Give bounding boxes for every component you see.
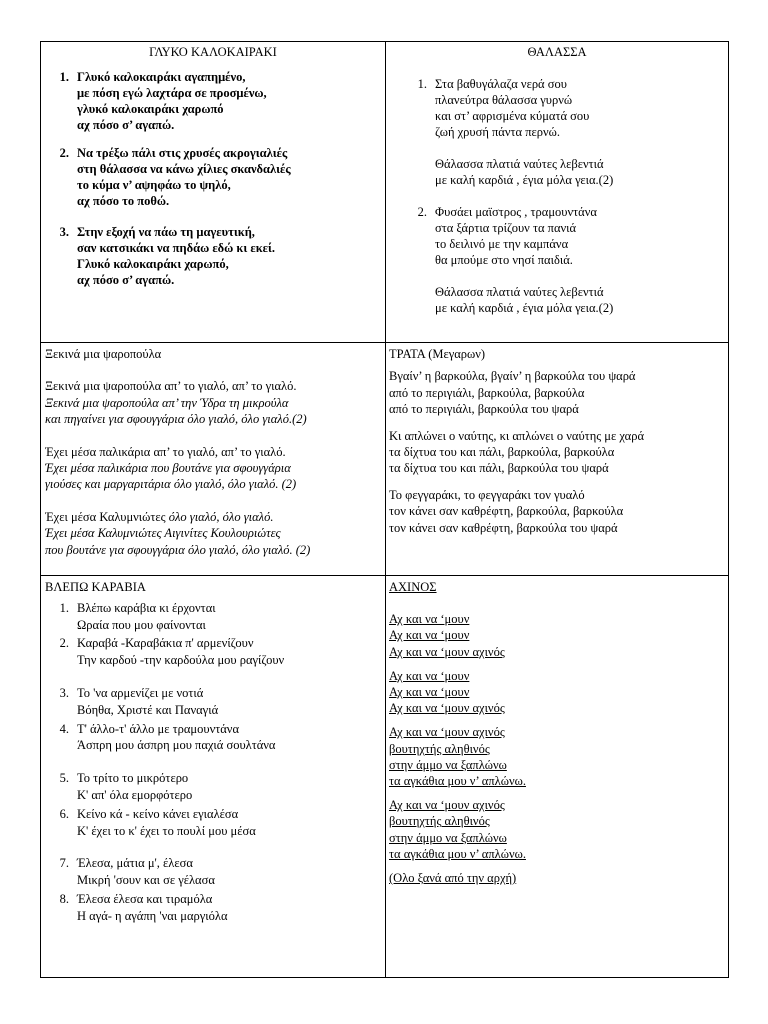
- lyrics-glyko: [45, 69, 381, 288]
- stanza-1: Αχ και να ‘μουν Αχ και να ‘μουν Αχ και να ‘μουν αχινός: [389, 612, 505, 659]
- stanza-4: Αχ και να ‘μουν αχινός βουτηχτής αληθινός στην άμμο να ξαπλώνω τα αγκάθια μου ν’ απλώνω.: [389, 798, 526, 861]
- stanza-2: Αχ και να ‘μουν Αχ και να ‘μουν Αχ και να ‘μουν αχινός: [389, 668, 505, 716]
- stanza-2: Κι απλώνει ο ναύτης, κι απλώνει ο ναύτης με χαρά τα δίχτυα του και πάλι, βαρκούλα, βαρκούλα τα δίχτυα του και πάλι, βαρκούλα του ψαρά: [389, 428, 644, 476]
- cell-xekina-psaropoula: [45, 346, 381, 572]
- column-divider: [385, 42, 386, 977]
- stanza-1: Ξεκινά μια ψαροπούλα απ’ το γιαλό, απ’ το γιαλό. Ξεκινά μια ψαροπούλα απ’ την Ύδρα τη μικρούλα και πηγαίνει για σφουγγάρια όλο γιαλό, όλο γιαλό.(2): [45, 379, 307, 427]
- cell-thalassa: [389, 44, 725, 340]
- verse-3: 3. Το 'να αρμενίζει με νοτιά Βόηθα, Χριστέ και Παναγιά: [59, 685, 219, 717]
- lyrics-karavia: [45, 600, 381, 925]
- stanza-3: Έχει μέσα Καλυμνιώτες όλο γιαλό, όλο γιαλό. Έχει μέσα Καλυμνιώτες Αιγινίτες Κουλουριώτες που βουτάνε για σφουγγάρια όλο γιαλό, όλο γιαλό. (2): [45, 509, 311, 557]
- cell-trata: [389, 346, 725, 572]
- verse-1: 1. Βλέπω καράβια κι έρχονται Ωραία που μου φαίνονται: [59, 600, 216, 632]
- song-title-trata: ΤΡΑΤΑ (Μεγαρων): [389, 347, 486, 361]
- row-divider-1: [41, 342, 728, 343]
- song-title-thalassa: ΘΑΛΑΣΣΑ: [527, 45, 587, 59]
- verse-7: 7. Έλεσα, μάτια μ', έλεσα Μικρή 'σουν και σε γέλασα: [59, 856, 215, 888]
- verse-5: 5. Το τρίτο το μικρότερο Κ' απ' όλα εμορφότερο: [59, 771, 193, 802]
- row-divider-2: [41, 575, 728, 576]
- stanza-2: Έχει μέσα παλικάρια απ’ το γιαλό, απ’ το γιαλό. Έχει μέσα παλικάρια που βουτάνε για σφουγγάρια γιούσες και μαργαριτάρια όλο γιαλό, όλο γιαλό. (2): [45, 444, 297, 492]
- verse-2: 2. Καραβά -Καραβάκια π' αρμενίζουν Την καρδού -την καρδούλα μου ραγίζουν: [59, 636, 285, 668]
- verse-2: 2. Να τρέξω πάλι στις χρυσές ακρογιαλιές στη θάλασσα να κάνω χίλιες σκανδαλιές το κύμα ν’ αψηφάω το ψηλό, αχ πόσο το ποθώ.: [59, 146, 291, 208]
- stanza-3: Αχ και να ‘μουν αχινός βουτηχτής αληθινός στην άμμο να ξαπλώνω τα αγκάθια μου ν’ απλώνω.: [389, 725, 526, 789]
- verse-3: 3. Στην εξοχή να πάω τη μαγευτική, σαν κατσικάκι να πηδάω εδώ κι εκεί. Γλυκό καλοκαιράκι χαρωπό, αχ πόσο σ’ αγαπώ.: [59, 225, 275, 287]
- song-title-glyko: ΓΛΥΚΟ ΚΑΛΟΚΑΙΡΑΚΙ: [149, 45, 277, 59]
- chorus: Θάλασσα πλατιά ναύτες λεβεντιά: [435, 285, 604, 299]
- cell-achinos: [389, 579, 725, 975]
- stanza-1: Βγαίν’ η βαρκούλα, βγαίν’ η βαρκούλα του ψαρά από το περιγιάλι, βαρκούλα, βαρκούλα από το περιγιάλι, βαρκούλα του ψαρά: [389, 369, 636, 417]
- chorus: Θάλασσα πλατιά ναύτες λεβεντιά: [435, 157, 604, 171]
- cell-glyko-kalokairaki: [45, 44, 381, 340]
- verse-1: 1. Στα βαθυγάλαζα νερά σου πλανεύτρα θάλασσα γυρνώ και στ’ αφρισμένα κύματά σου ζωή χρυσή πάντα περνώ. Θάλασσα πλατιά ναύτες λεβεντιά με καλή καρδιά , έγια μόλα γεια.(2): [389, 76, 725, 188]
- verse-6: 6. Κείνο κά - κείνο κάνει εγιαλέσα Κ' έχει το κ' έχει το πουλί μου μέσα: [59, 806, 256, 838]
- song-title-psaropoula: Ξεκινά μια ψαροπούλα: [45, 347, 162, 361]
- verse-2: 2. Φυσάει μαϊστρος , τραμουντάνα στα ξάρτια τρίζουν τα πανιά το δειλινό με την καμπάνα θα μπούμε στο νησί παιδιά. Θάλασσα πλατιά ναύτες λεβεντιά με καλή καρδιά , έγια μόλα γεια.(2): [389, 204, 725, 316]
- song-sheet-table: [40, 41, 729, 978]
- stanza-3: Το φεγγαράκι, το φεγγαράκι τον γυαλό τον κάνει σαν καθρέφτη, βαρκούλα, βαρκούλα τον κάνει σαν καθρέφτη, βαρκούλα του ψαρά: [389, 487, 624, 535]
- verse-4: 4. Τ' άλλο-τ' άλλο με τραμουντάνα Άσπρη μου άσπρη μου παχιά σουλτάνα: [59, 721, 276, 753]
- outro-note: (Ολο ξανά από την αρχή): [389, 871, 517, 886]
- cell-vlepo-karavia: [45, 579, 381, 975]
- song-title-achinos: ΑΧΙΝΟΣ: [389, 580, 437, 594]
- verse-8: 8. Έλεσα έλεσα και τιραμόλα Η αγά- η αγάπη 'ναι μαργιόλα: [59, 891, 228, 923]
- song-title-karavia: ΒΛΕΠΩ ΚΑΡΑΒΙΑ: [45, 580, 146, 594]
- verse-1: 1. Γλυκό καλοκαιράκι αγαπημένο, με πόση εγώ λαχτάρα σε προσμένω, γλυκό καλοκαιράκι χαρωπό αχ πόσο σ’ αγαπώ.: [59, 70, 267, 132]
